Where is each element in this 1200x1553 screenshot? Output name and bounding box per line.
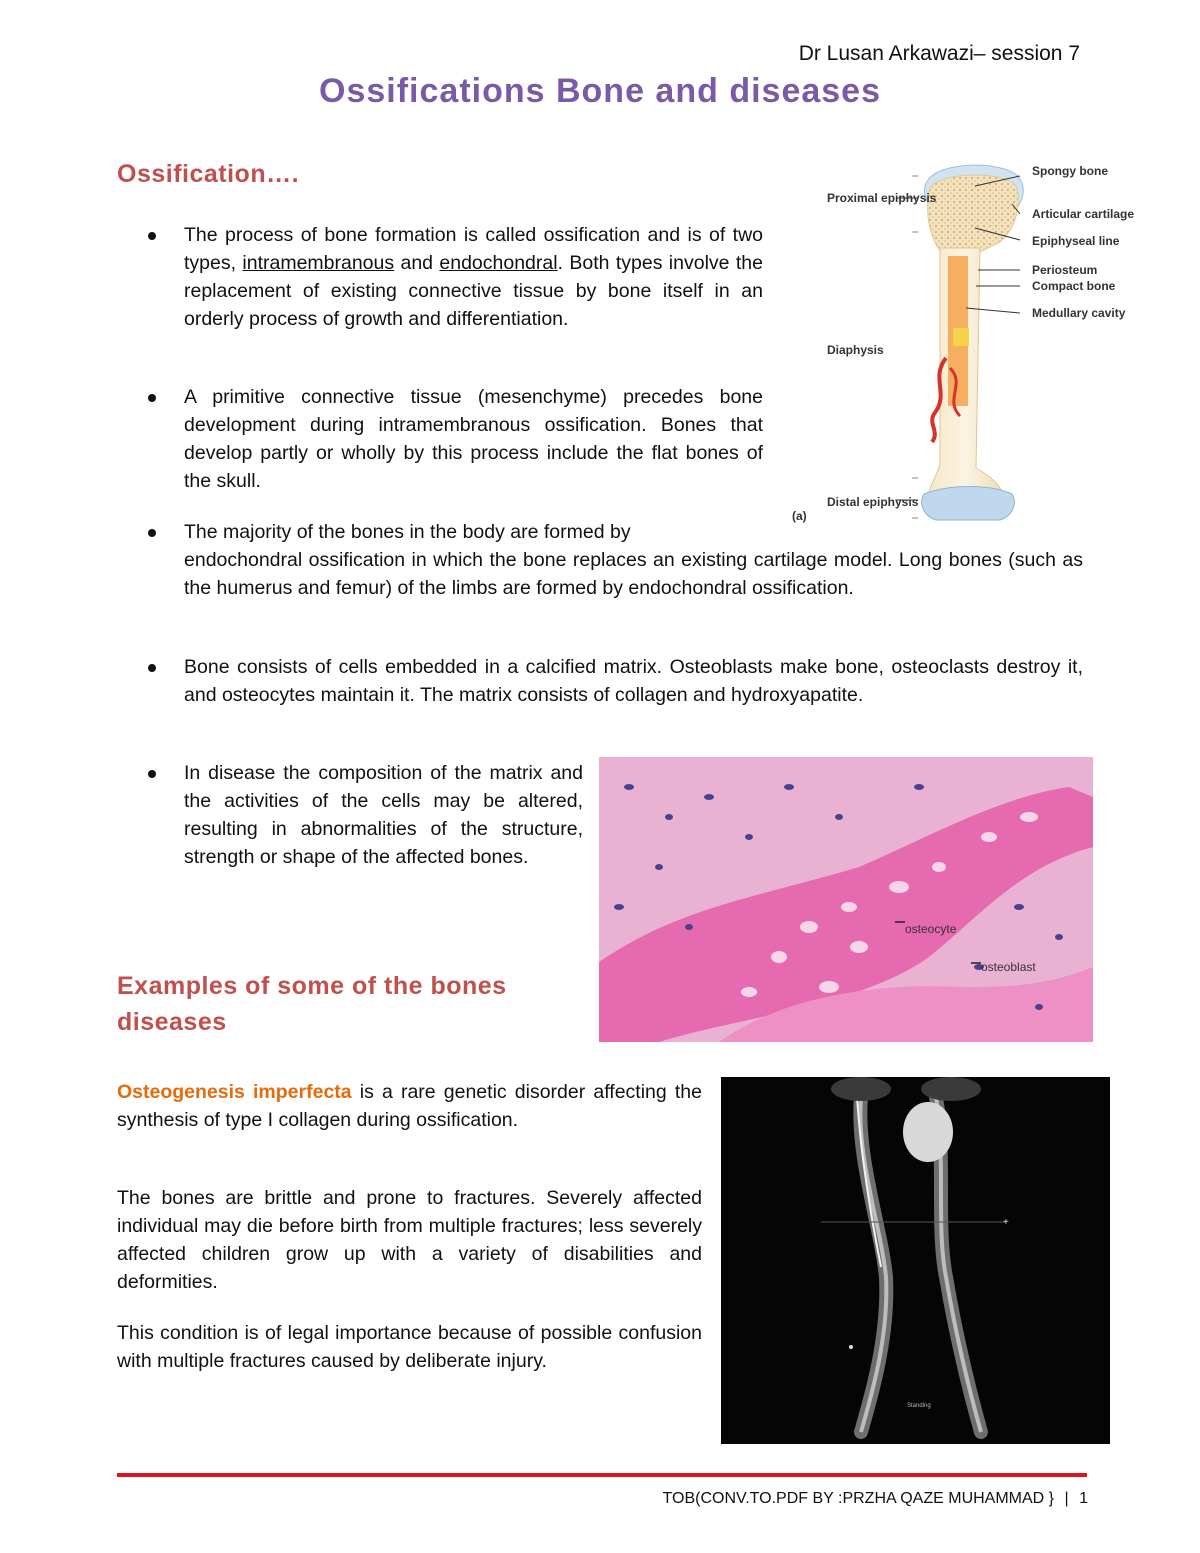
term-endochondral: endochondral (439, 252, 558, 274)
label-articular-cartilage: Articular cartilage (1032, 207, 1135, 221)
bullet-dot (148, 664, 156, 672)
page-number: 1 (1079, 1490, 1088, 1507)
label-proximal-epiphysis: Proximal epiphysis (827, 191, 937, 205)
leg-xray-image (721, 1077, 1110, 1444)
label-osteocyte: osteocyte (905, 922, 957, 936)
marker-plus: + (1003, 1217, 1009, 1228)
label-spongy-bone: Spongy bone (1032, 164, 1108, 178)
marker-dot (849, 1345, 853, 1349)
page-header: Dr Lusan Arkawazi– session 7 (798, 42, 1080, 65)
footer-separator: | (1064, 1490, 1069, 1507)
label-panel-a: (a) (792, 509, 807, 523)
bullet-dot (148, 394, 156, 402)
term-intramembranous: intramembranous (242, 252, 395, 274)
label-periosteum: Periosteum (1032, 263, 1098, 277)
bullet-text: A primitive connective tissue (mesenchyme) precedes bone development during intramembranous ossification. Bones that develop partly or wholly by this process include the flat bones of the skull. (184, 386, 763, 492)
pelvis-shadow (921, 1077, 981, 1101)
section-heading-bone-diseases: Examples of some of the bones diseases (117, 972, 507, 1036)
label-distal-epiphysis: Distal epiphysis (827, 495, 919, 509)
label-diaphysis: Diaphysis (827, 343, 884, 357)
oi-paragraph-1 (117, 1078, 702, 1134)
long-bone-diagram (790, 158, 1135, 528)
xray-label: Standing (907, 1403, 931, 1409)
footer-rule (117, 1473, 1087, 1477)
distal-epiphysis-shape (922, 487, 1015, 521)
bullet-text-first-line: The majority of the bones in the body are formed by (184, 521, 631, 543)
histology-micrograph (599, 757, 1093, 1042)
oi-paragraph-2: The bones are brittle and prone to fractures. Severely affected individual may die before birth from multiple fractures; less severely affected children grow up with a variety of disabilities and deformities. (117, 1187, 702, 1293)
term-osteogenesis-imperfecta: Osteogenesis imperfecta (117, 1081, 352, 1103)
label-epiphyseal-line: Epiphyseal line (1032, 234, 1120, 248)
bullet-text: Bone consists of cells embedded in a calcified matrix. Osteoblasts make bone, osteoclasts destroy it, and osteocytes maintain it. The matrix consists of collagen and hydroxyapatite. (184, 656, 1083, 706)
bullet-text: In disease the composition of the matrix and the activities of the cells may be altered, resulting in abnormalities of the structure, strength or shape of the affected bones. (184, 762, 583, 868)
bullet-text (184, 221, 763, 333)
proximal-epiphysis-shape (928, 175, 1019, 254)
pelvis-shadow (831, 1077, 891, 1101)
bullet-text-part: and (394, 252, 440, 274)
bullet-text-part: The process of bone formation is called ossification and is of two types, (184, 224, 763, 274)
label-compact-bone: Compact bone (1032, 279, 1116, 293)
bullet-text: endochondral ossification in which the bone replaces an existing cartilage model. Long bones (such as the humerus and femur) of the limbs are formed by endochondral ossification. (184, 549, 1083, 599)
bullet-text-part: . Both types involve the replacement of existing connective tissue by bone itself in an orderly process of growth and differentiation. (184, 252, 763, 330)
bullet-dot (148, 770, 156, 778)
section-heading-ossification: Ossification…. (117, 160, 300, 188)
oi-paragraph-3: This condition is of legal importance because of possible confusion with multiple fractures caused by deliberate injury. (117, 1322, 702, 1372)
oi-paragraph-1-text: is a rare genetic disorder affecting the synthesis of type I collagen during ossification. (117, 1081, 702, 1131)
label-medullary-cavity: Medullary cavity (1032, 306, 1126, 320)
footer-text: TOB(CONV.TO.PDF BY :PRZHA QAZE MUHAMMAD } (662, 1490, 1055, 1507)
yellow-marrow-shape (953, 328, 969, 346)
gonadal-shield (903, 1102, 953, 1162)
bullet-dot (148, 232, 156, 240)
bullet-dot (148, 529, 156, 537)
label-osteoblast: osteoblast (981, 960, 1036, 974)
page-footer (663, 1490, 1088, 1508)
page-title: Ossifications Bone and diseases (319, 72, 881, 110)
